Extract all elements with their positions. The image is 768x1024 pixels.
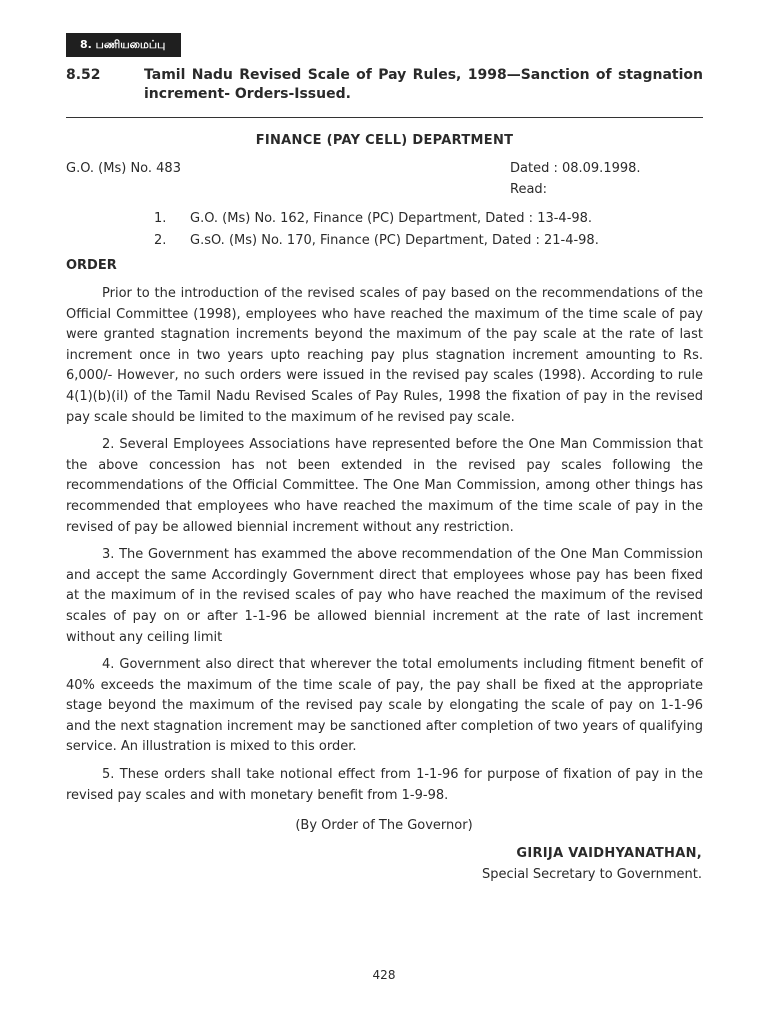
signatory-title: Special Secretary to Government. [481,867,702,882]
chapter-chip: 8. பணியமைப்பு [66,33,181,57]
section-title: Tamil Nadu Revised Scale of Pay Rules, 1998—Sanction of stagnation increment- Orders-Issued. [144,67,703,102]
section-number: 8.52 [66,67,101,83]
order-paragraph: 2. Several Employees Associations have represented before the One Man Commission that the above concession has not been extended in the revised pay scales following the recommendations of the Official Committee. The One Man Commission, among other things has recommended that employees who have reached the maximum of the time scale of pay in the revised of pay be allowed biennial increment without any restriction. [66,437,703,535]
order-paragraph: Prior to the introduction of the revised scales of pay based on the recommendations of the Official Committee (1998), employees who have reached the maximum of the time scale of pay were granted stagnation increments beyond the maximum of the pay scale at the rate of last increment once in two years upto reaching pay plus stagnation increment amounting to Rs. 6,000/- However, no such orders were issued in the revised pay scales (1998). According to rule 4(1)(b)(il) of the Tamil Nadu Revised Scales of Pay Rules, 1998 the fixation of pay in the revised pay scale should be limited to the maximum of he revised pay scale. [66,286,703,425]
heading-divider [66,117,703,118]
department-title: FINANCE (PAY CELL) DEPARTMENT [255,133,514,148]
order-paragraph: 4. Government also direct that wherever the total emoluments including fitment benefit of 40% exceeds the maximum of the time scale of pay, the pay shall be fixed at the appropriate stage beyond the maximum of the revised pay scale by elongating the scale of pay on 1-1-96 and the next stagnation increment may be sanctioned after completion of two years of qualifying service. An illustration is mixed to this order. [66,657,703,755]
page-number: 428 [372,968,396,982]
signatory-name: GIRIJA VAIDHYANATHAN, [516,846,702,861]
order-paragraph: 3. The Government has exammed the above recommendation of the One Man Commission and accept the same Accordingly Government direct that employees whose pay has been fixed at the maximum of in the revised scales of pay who have reached the maximum of the revised scales of pay on or after 1-1-96 be allowed biennial increment at the rate of last increment without any ceiling limit [66,547,703,645]
reference-item [154,208,599,230]
reference-text: G.O. (Ms) No. 162, Finance (PC) Department, Dated : 13-4-98. [190,211,593,226]
by-order-line: (By Order of The Governor) [295,818,473,833]
go-date: Dated : 08.09.1998. [510,161,641,176]
read-label: Read: [510,182,548,197]
reference-text: G.sO. (Ms) No. 170, Finance (PC) Department, Dated : 21-4-98. [190,233,599,248]
reference-number: 2. [154,233,167,248]
section-heading [66,66,703,104]
reference-number: 1. [154,211,167,226]
order-heading: ORDER [66,258,117,273]
reference-list [154,208,599,252]
order-body [66,284,703,813]
order-paragraph: 5. These orders shall take notional effect from 1-1-96 for purpose of fixation of pay in the revised pay scales and with monetary benefit from 1-9-98. [66,767,703,803]
go-number: G.O. (Ms) No. 483 [66,161,181,176]
reference-item [154,230,599,252]
